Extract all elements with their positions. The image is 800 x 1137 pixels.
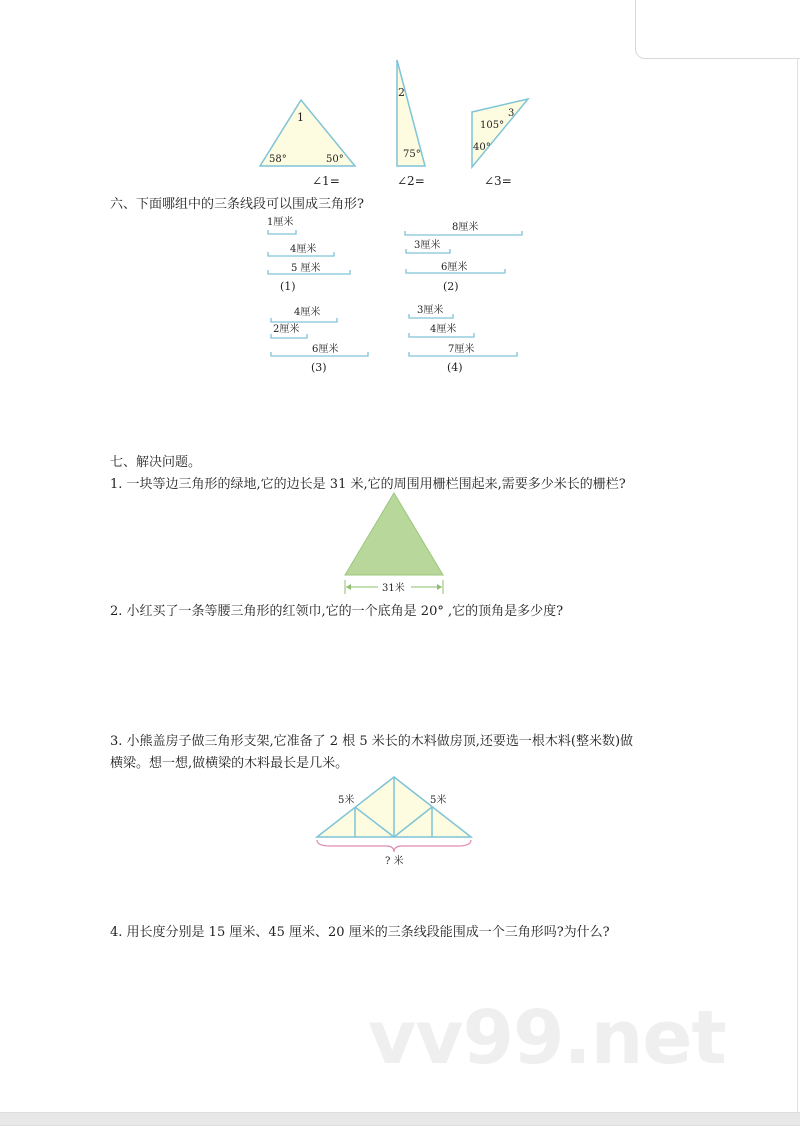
angle-label: 3: [508, 108, 515, 119]
length-label: ? 米: [385, 856, 404, 867]
angle-answer: ∠3=: [484, 174, 512, 188]
roof-truss-figure: [317, 777, 471, 867]
angle-label: 2: [398, 86, 405, 99]
segment-label: 2厘米: [273, 324, 300, 335]
segment-label: 4厘米: [290, 244, 317, 255]
angle-answer: ∠1=: [312, 174, 340, 188]
group-label: (1): [280, 280, 296, 293]
angle-label: 40°: [473, 142, 491, 153]
question-1: 1. 一块等边三角形的绿地,它的边长是 31 米,它的周围用栅栏围起来,需要多少米长的栅栏?: [110, 477, 626, 492]
angle-label: 75°: [403, 149, 421, 160]
angle-label: 50°: [326, 154, 344, 165]
angle-answer: ∠2=: [397, 174, 425, 188]
segment-labels: [267, 215, 478, 374]
segment-label: 8厘米: [452, 222, 479, 233]
triangle-2: [397, 60, 425, 188]
group-label: (3): [311, 361, 327, 374]
triangle-1: [260, 100, 355, 188]
length-label: 5米: [338, 795, 355, 806]
angle-label: 1: [297, 111, 304, 124]
triangle-3: [472, 99, 528, 188]
segment-label: 4厘米: [294, 307, 321, 318]
brace: [317, 840, 471, 852]
page-separator-bar: [0, 1112, 800, 1126]
segment-label: 3厘米: [417, 305, 444, 316]
group-label: (2): [443, 280, 459, 293]
side-length-label: 31米: [382, 583, 405, 594]
angle-label: 58°: [269, 154, 287, 165]
question-3-line-2: 横梁。想一想,做横梁的木料最长是几米。: [110, 756, 349, 771]
section-7-title: 七、解决问题。: [110, 455, 202, 470]
segment-label: 6厘米: [312, 344, 339, 355]
green-triangle-figure: [345, 493, 443, 594]
segment-label: 4厘米: [430, 324, 457, 335]
segment-label: 7厘米: [448, 344, 475, 355]
segment-label: 5 厘米: [291, 263, 321, 274]
angle-label: 105°: [480, 120, 505, 131]
question-4: 4. 用长度分别是 15 厘米、45 厘米、20 厘米的三条线段能围成一个三角形吗?为什么?: [110, 925, 610, 940]
segment-label: 6厘米: [441, 262, 468, 273]
section-6-title: 六、下面哪组中的三条线段可以围成三角形?: [110, 197, 364, 212]
question-3-line-1: 3. 小熊盖房子做三角形支架,它准备了 2 根 5 米长的木料做房顶,还要选一根木料(整米数)做: [110, 734, 634, 749]
segment-label: 3厘米: [414, 240, 441, 251]
group-label: (4): [447, 361, 463, 374]
question-2: 2. 小红买了一条等腰三角形的红领巾,它的一个底角是 20° ,它的顶角是多少度?: [110, 604, 564, 619]
segment-label: 1厘米: [267, 217, 294, 228]
length-label: 5米: [430, 795, 447, 806]
watermark: vv99.net: [368, 995, 726, 1081]
